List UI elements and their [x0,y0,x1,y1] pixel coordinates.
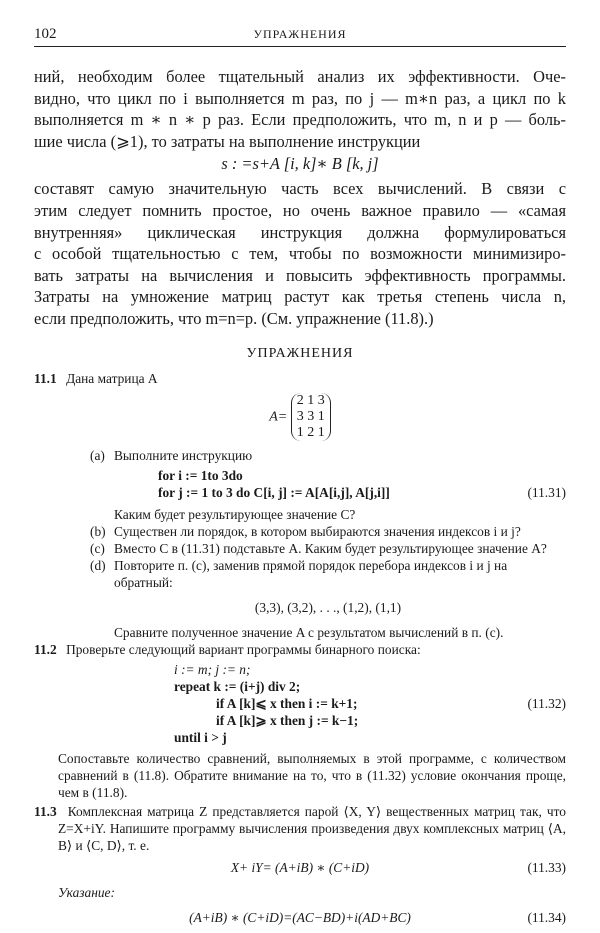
formula-text: (A+iB) ∗ (C+iD)=(AC−BD)+i(AD+BC) [189,909,411,925]
exercise-11-3 [34,803,566,926]
equation-number: (11.31) [527,484,566,500]
code-line: i := m; j := n; [174,661,251,677]
matrix-lhs: A= [269,409,288,425]
text-line: шие числа (⩾1), то затраты на выполнение инструкции [34,131,421,151]
text-line: с особой тщательностью с тем, чтобы по возможности минимизиро- [34,244,566,264]
exercise-11-2 [34,641,566,801]
formula-11-34 [34,909,566,926]
running-title: УПРАЖНЕНИЯ [253,27,347,41]
page-header [34,26,566,47]
item-label: (b) [90,523,106,539]
exercise-number: 11.3 [34,803,57,819]
exercise-after-text: Сопоставьте количество сравнений, выполняемых в этой программе, с количеством сравнений в (11.8). Обратите внимание на то, что в (11.32) условие окончания проще, чем в (11.8). [58,750,566,800]
item-label: (a) [90,447,105,463]
code-line: for i := 1to 3do [158,467,243,483]
code-line: if A [k]⩾ x then j := k−1; [216,712,359,728]
item-text: Вместо C в (11.31) подставьте A. Каким будет результирующее значение A? [114,540,547,556]
hint-label: Указание: [58,884,115,900]
code-line [174,695,566,712]
text-line: этим следует помнить простое, но очень важное правило — «самая [34,200,566,220]
text-line: видно, что цикл по i выполняется m раз, по j — m∗n раз, а цикл по k [34,88,566,108]
code-line: repeat k := (i+j) div 2; [174,678,301,694]
text-line: Затраты на умножение матриц растут как третья степень числа n, [34,287,566,307]
equation-number: (11.33) [527,859,566,875]
code-line: until i > j [174,729,227,745]
text-line: составят самую значительную часть всех вычислений. В связи с [34,179,566,199]
exercise-text: Проверьте следующий вариант программы бинарного поиска: [66,641,421,657]
equation-number: (11.32) [527,695,566,711]
intro-paragraph-1 [34,66,566,152]
exercise-number: 11.2 [34,641,57,657]
text-line: ний, необходим более тщательный анализ их эффективности. Оче- [34,67,566,86]
matrix-body [291,393,331,441]
code-line [158,484,566,501]
matrix-row: 1 2 1 [296,424,325,440]
code-text: for j := 1 to 3 do C[i, j] := A[A[i,j], A[j,i]] [158,484,390,500]
exercise-11-1 [34,370,566,641]
item-b [90,523,566,540]
exercise-text: Комплексная матрица Z представляется парой ⟨X, Y⟩ вещественных матриц так, что Z=X+iY. Напишите программу вычисления произведения двух комплексных матриц ⟨A, B⟩ и ⟨C, D⟩, т. е. [58,803,566,853]
item-d [90,557,566,591]
formula-inner-product: s : =s+A [i, k]∗ B [k, j] [221,154,379,174]
equation-number: (11.34) [527,909,566,925]
page-number: 102 [34,26,57,42]
matrix-a [34,393,566,441]
item-label: (c) [90,540,105,556]
formula-11-33 [34,859,566,876]
code-block-11-31 [90,467,566,501]
text-line: если предположить, что m=n=p. (См. упражнение (11.8).) [34,308,434,328]
exercise-number: 11.1 [34,370,57,386]
text-line: выполняется m ∗ n ∗ p раз. Если предположить, что m, n и p — боль- [34,110,566,130]
result-question: Каким будет результирующее значение C? [114,506,356,522]
item-text: Повторите п. (c), заменив прямой порядок перебора индексов i и j на обратный: [114,557,508,590]
section-title: УПРАЖНЕНИЯ [246,345,354,361]
compare-text: Сравните полученное значение A с результатом вычислений в п. (c). [114,624,504,640]
item-label: (d) [90,557,106,573]
matrix-row: 2 1 3 [296,392,325,408]
item-c [90,540,566,557]
index-sequence: (3,3), (3,2), . . ., (1,2), (1,1) [254,599,402,615]
code-text: if A [k]⩽ x then i := k+1; [216,695,358,711]
exercise-text: Дана матрица A [66,370,158,386]
code-block-11-32 [34,661,566,746]
item-a [90,447,566,464]
intro-paragraph-2 [34,178,566,329]
item-text: Существен ли порядок, в котором выбираются значения индексов i и j? [114,523,521,539]
intro-text [34,66,566,926]
item-text: Выполните инструкцию [114,447,253,463]
text-line: внутренняя» циклическая инструкция должна формулироваться [34,222,566,242]
text-line: вать затраты на вычисления и повысить эффективность программы. [34,265,566,285]
formula-text: X+ iY= (A+iB) ∗ (C+iD) [230,859,370,875]
matrix-row: 3 3 1 [296,408,325,424]
